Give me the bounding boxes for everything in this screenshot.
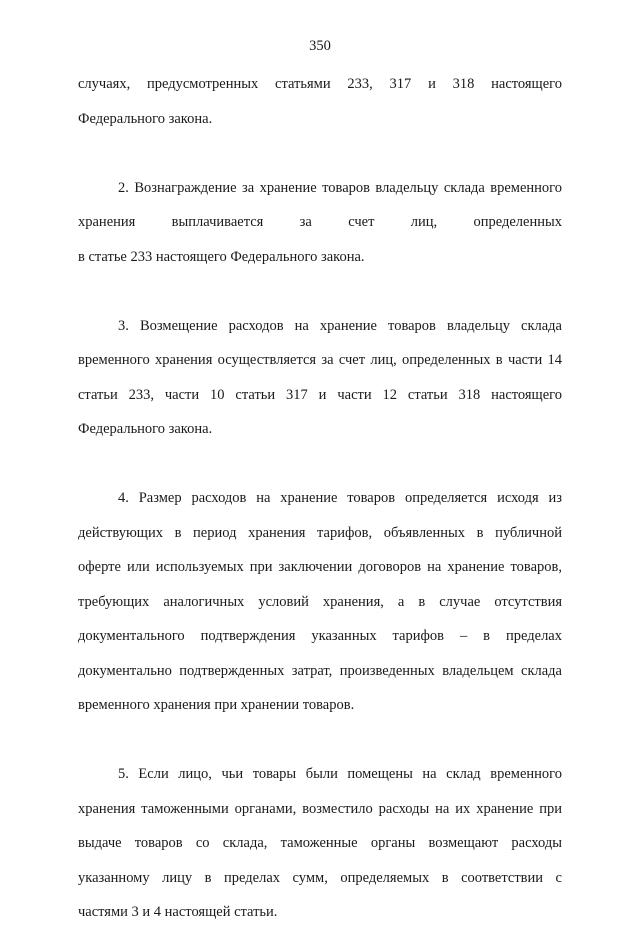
text-line: 3. Возмещение расходов на хранение товаров владельцу склада bbox=[118, 317, 562, 334]
text-line: 5. Если лицо, чьи товары были помещены на склад временного bbox=[118, 766, 562, 782]
paragraph bbox=[78, 487, 562, 729]
document-body bbox=[78, 73, 562, 936]
paragraph-gap bbox=[78, 142, 562, 177]
paragraph bbox=[78, 73, 562, 142]
text-line: случаях, предусмотренных статьями 233, 317 и 318 настоящего bbox=[78, 76, 562, 92]
text-line: Федерального закона. bbox=[78, 421, 213, 437]
text-line: в статье 233 настоящего Федерального закона. bbox=[78, 248, 365, 265]
text-line: 4. Размер расходов на хранение товаров определяется исходя из bbox=[118, 490, 562, 506]
text-line: 2. Вознаграждение за хранение товаров владельцу склада временного bbox=[118, 179, 562, 196]
text-line: временного хранения при хранении товаров. bbox=[78, 697, 355, 713]
paragraph-gap bbox=[78, 453, 562, 488]
text-line: статьи 233, части 10 статьи 317 и части 12 статьи 318 настоящего bbox=[78, 386, 562, 403]
paragraph-gap bbox=[78, 280, 562, 315]
paragraph-gap bbox=[78, 729, 562, 764]
text-line: хранения таможенными органами, возместило расходы на их хранение при bbox=[78, 800, 562, 817]
text-line: хранения выплачивается за счет лиц, определенных bbox=[78, 214, 562, 230]
paragraph bbox=[78, 177, 562, 281]
text-line: действующих в период хранения тарифов, объявленных в публичной bbox=[78, 524, 562, 541]
paragraph bbox=[78, 763, 562, 936]
text-line: документального подтверждения указанных тарифов – в пределах bbox=[78, 628, 562, 644]
text-line: требующих аналогичных условий хранения, а в случае отсутствия bbox=[78, 593, 562, 610]
text-line: указанному лицу в пределах сумм, определяемых в соответствии с bbox=[78, 869, 562, 886]
text-line: Федерального закона. bbox=[78, 110, 213, 127]
page-number: 350 bbox=[309, 38, 331, 54]
paragraph bbox=[78, 315, 562, 453]
text-line: частями 3 и 4 настоящей статьи. bbox=[78, 904, 278, 920]
text-line: оферте или используемых при заключении договоров на хранение товаров, bbox=[78, 559, 562, 575]
text-line: документально подтвержденных затрат, произведенных владельцем склада bbox=[78, 662, 562, 679]
text-line: временного хранения осуществляется за счет лиц, определенных в части 14 bbox=[78, 352, 562, 368]
text-line: выдаче товаров со склада, таможенные органы возмещают расходы bbox=[78, 835, 562, 851]
